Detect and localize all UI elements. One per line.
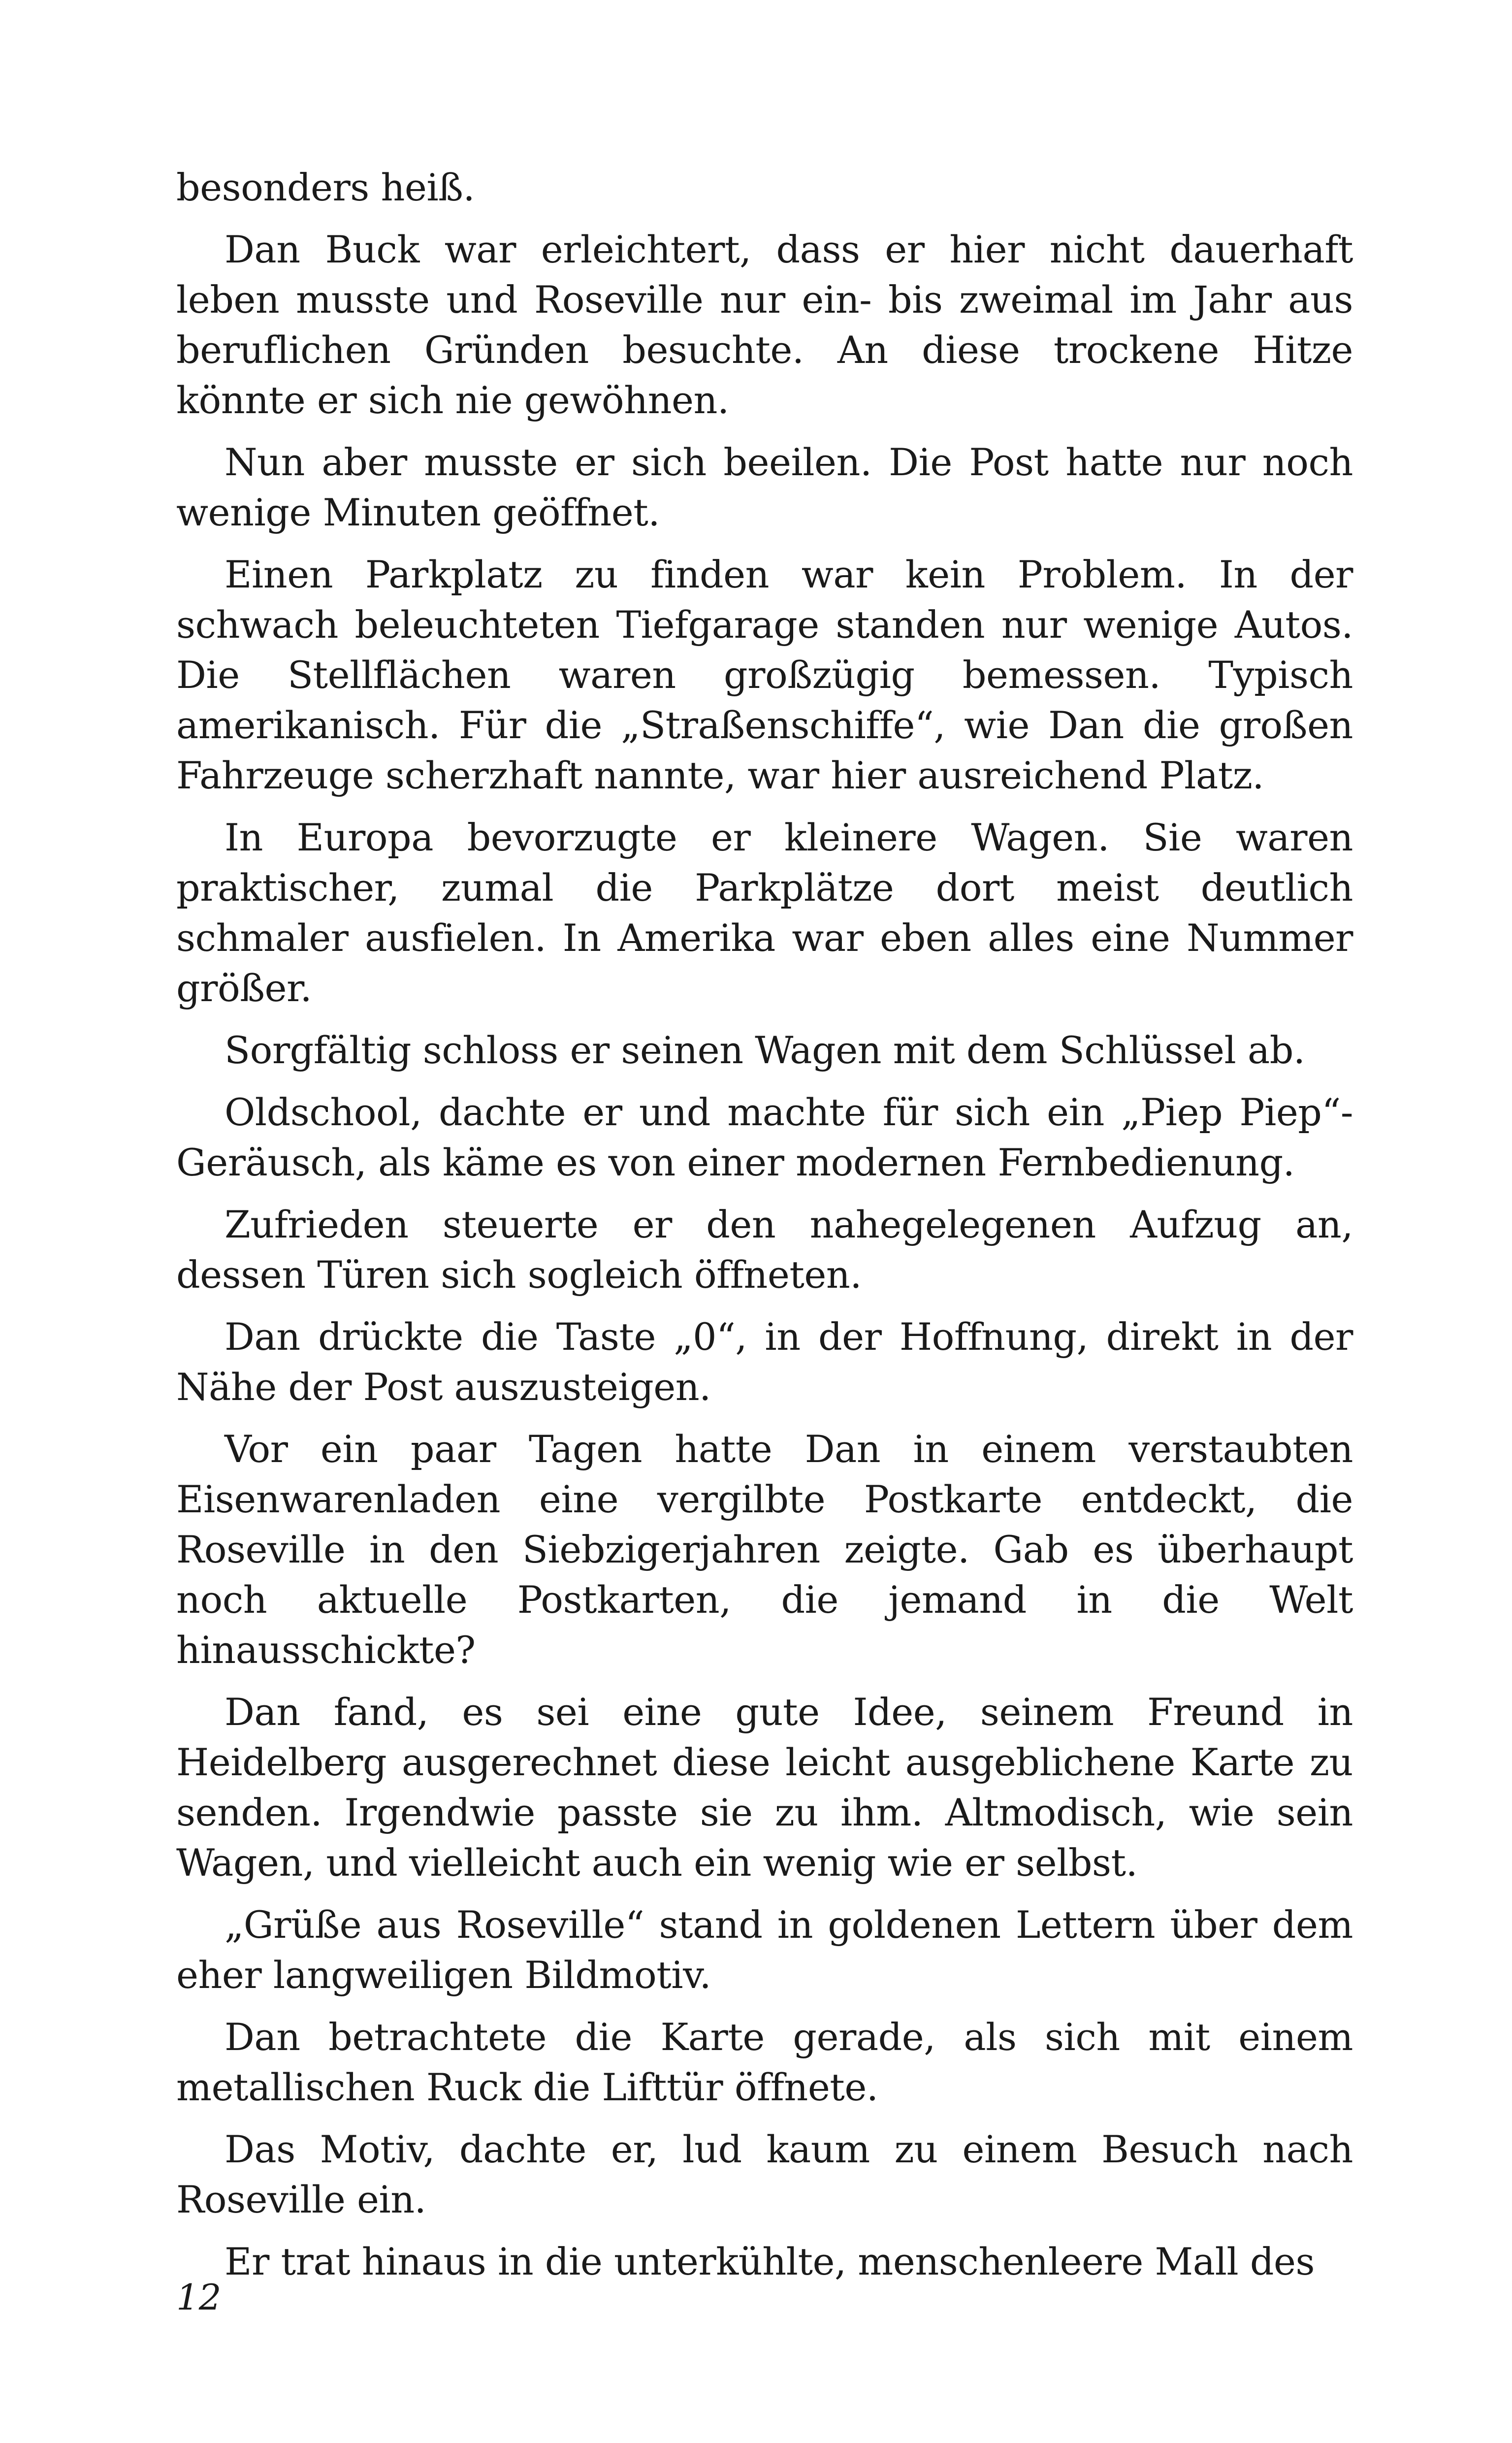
paragraph: Dan drückte die Taste „0“, in der Hoffnung, direkt in der Nähe der Post auszusteigen. — [176, 1315, 1353, 1409]
paragraph: Dan fand, es sei eine gute Idee, seinem Freund in Heidelberg ausgerechnet diese leicht ausgeblichene Karte zu senden. Irgendwie passte sie zu ihm. Altmodisch, wie sein Wagen, und vielleicht auch ein wenig wie er selbst. — [176, 1690, 1353, 1885]
paragraph: Dan betrachtete die Karte gerade, als sich mit einem metallischen Ruck die Lifttür öffnete. — [176, 2015, 1353, 2109]
book-page-body — [176, 163, 1353, 2299]
paragraph: Zufrieden steuerte er den nahegelegenen Aufzug an, dessen Türen sich sogleich öffneten. — [176, 1203, 1353, 1297]
paragraph: besonders heiß. — [176, 165, 475, 209]
paragraph: Einen Parkplatz zu finden war kein Problem. In der schwach beleuchteten Tiefgarage standen nur wenige Autos. Die Stellflächen waren großzügig bemessen. Typisch amerikanisch. Für die „Straßenschiffe“, wie Dan die großen Fahrzeuge scherzhaft nannte, war hier ausreichend Platz. — [176, 553, 1353, 797]
page-number: 12 — [176, 2277, 222, 2318]
paragraph: Das Motiv, dachte er, lud kaum zu einem Besuch nach Roseville ein. — [176, 2127, 1353, 2221]
paragraph: „Grüße aus Roseville“ stand in goldenen Lettern über dem eher langweiligen Bildmotiv. — [176, 1903, 1353, 1997]
paragraph: Nun aber musste er sich beeilen. Die Post hatte nur noch wenige Minuten geöffnet. — [176, 440, 1353, 534]
paragraph: Sorgfältig schloss er seinen Wagen mit dem Schlüssel ab. — [225, 1028, 1305, 1072]
paragraph: Dan Buck war erleichtert, dass er hier nicht dauerhaft leben musste und Roseville nur ein- bis zweimal im Jahr aus beruflichen Gründen besuchte. An diese trockene Hitze könnte er sich nie gewöhnen. — [176, 228, 1353, 422]
paragraph: In Europa bevorzugte er kleinere Wagen. Sie waren praktischer, zumal die Parkplätze dort meist deutlich schmaler ausfielen. In Amerika war eben alles eine Nummer größer. — [176, 815, 1353, 1010]
paragraph: Er trat hinaus in die unterkühlte, menschenleere Mall des — [225, 2240, 1315, 2283]
paragraph: Oldschool, dachte er und machte für sich ein „Piep Piep“-Geräusch, als käme es von einer modernen Fernbedienung. — [176, 1090, 1353, 1184]
paragraph: Vor ein paar Tagen hatte Dan in einem verstaubten Eisenwarenladen eine vergilbte Postkarte entdeckt, die Roseville in den Siebzigerjahren zeigte. Gab es überhaupt noch aktuelle Postkarten, die jemand in die Welt hinausschickte? — [176, 1427, 1353, 1672]
